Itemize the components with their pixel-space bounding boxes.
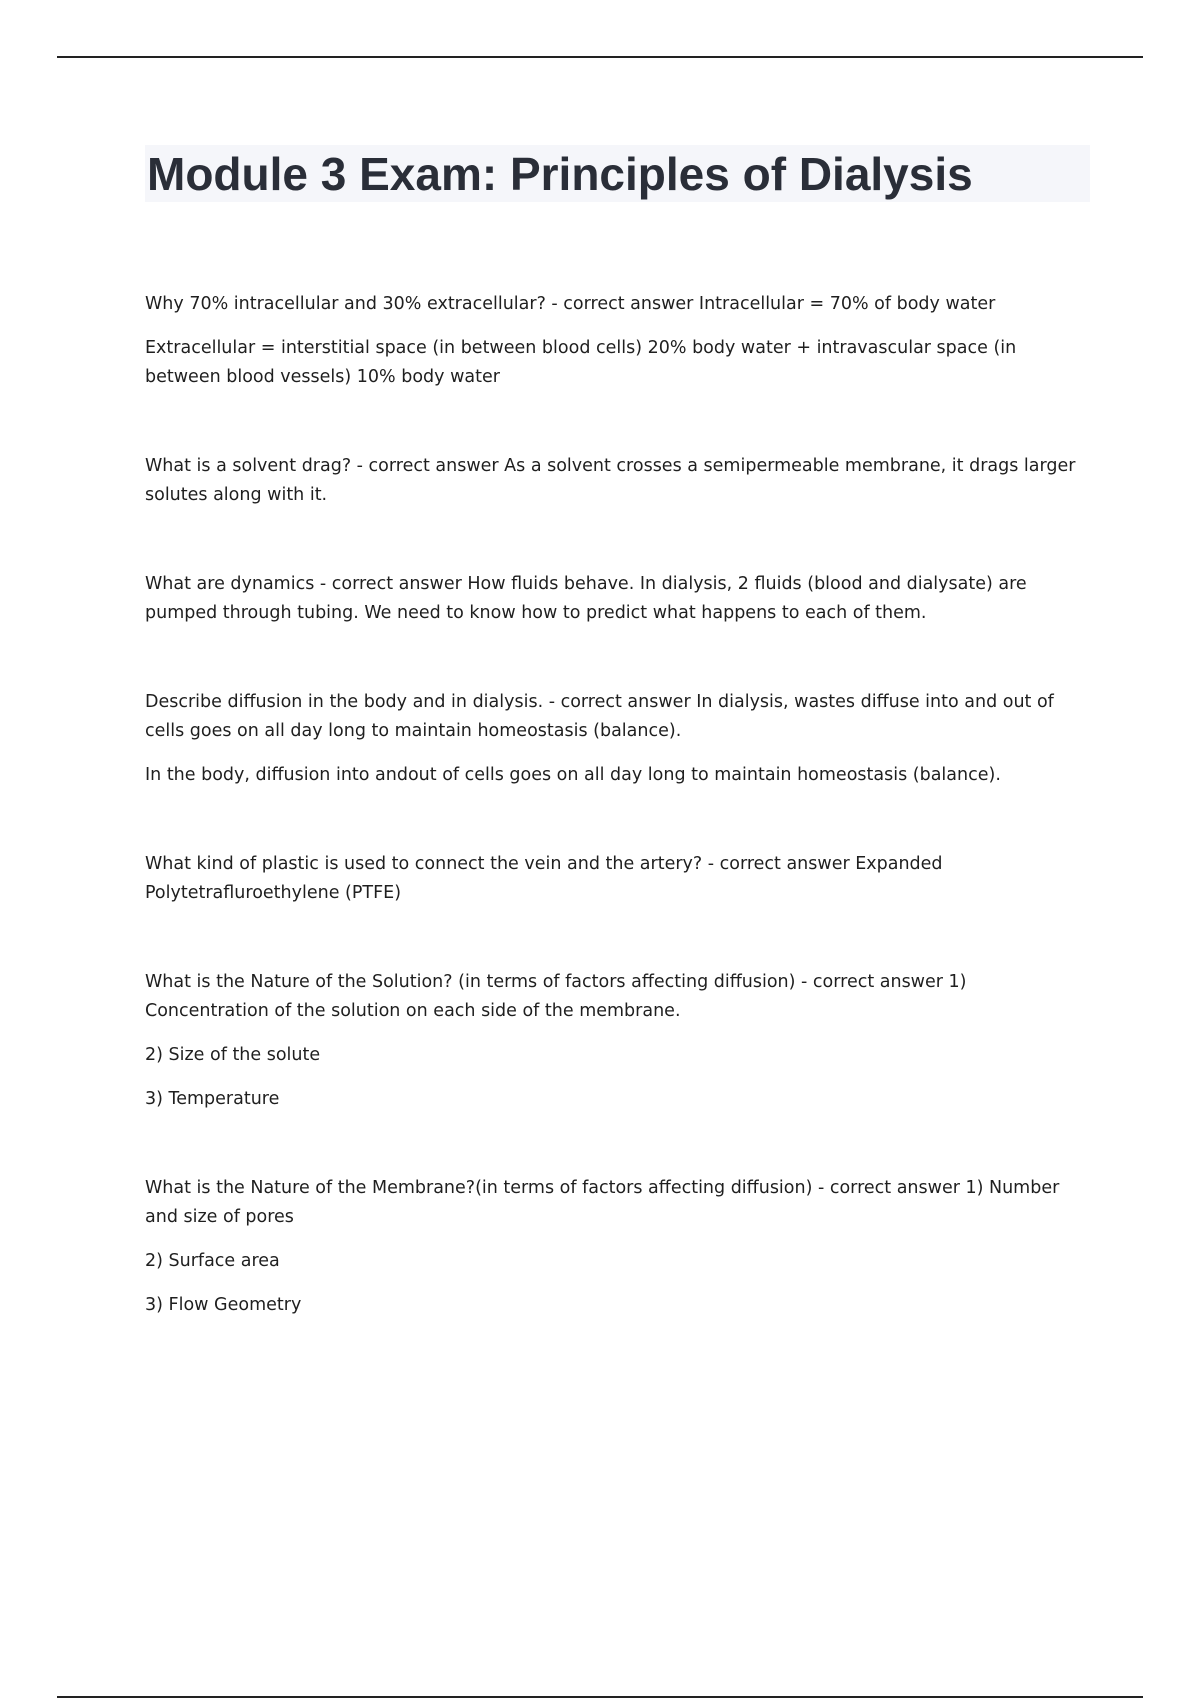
- answer-list-item: 3) Temperature: [145, 1089, 280, 1109]
- question-text: What are dynamics - correct answer How fluids behave. In dialysis, 2 fluids (blood and dialysate) are pumped through tubing. We need to know how to predict what happens to each of them.: [145, 574, 1027, 623]
- answer-text: In the body, diffusion into andout of cells goes on all day long to maintain homeostasis (balance).: [145, 765, 1001, 785]
- question-text: Why 70% intracellular and 30% extracellular? - correct answer Intracellular = 70% of body water: [145, 294, 996, 314]
- question-text: Describe diffusion in the body and in dialysis. - correct answer In dialysis, wastes diffuse into and out of cells goes on all day long to maintain homeostasis (balance).: [145, 692, 1054, 741]
- question-text: What is the Nature of the Membrane?(in terms of factors affecting diffusion) - correct answer 1) Number and size of pores: [145, 1178, 1060, 1227]
- qa-item-4: [145, 688, 1095, 790]
- qa-item-6: [145, 968, 1095, 1114]
- qa-item-3: [145, 570, 1095, 628]
- answer-list-item: 2) Size of the solute: [145, 1045, 321, 1065]
- question-text: What is a solvent drag? - correct answer As a solvent crosses a semipermeable membrane, it drags larger solutes along with it.: [145, 456, 1076, 505]
- document-body: [145, 290, 1095, 1380]
- footer-rule: [57, 1696, 1143, 1698]
- page-title: Module 3 Exam: Principles of Dialysis: [147, 148, 973, 200]
- qa-item-1: [145, 290, 1095, 392]
- question-text: What is the Nature of the Solution? (in terms of factors affecting diffusion) - correct answer 1) Concentration of the solution on each side of the membrane.: [145, 972, 967, 1021]
- qa-item-7: [145, 1174, 1095, 1320]
- qa-item-2: [145, 452, 1095, 510]
- answer-list-item: 2) Surface area: [145, 1251, 280, 1271]
- qa-item-5: [145, 850, 1095, 908]
- answer-list-item: 3) Flow Geometry: [145, 1295, 302, 1315]
- answer-text: Extracellular = interstitial space (in between blood cells) 20% body water + intravascular space (in between blood vessels) 10% body water: [145, 338, 1017, 387]
- question-text: What kind of plastic is used to connect the vein and the artery? - correct answer Expanded Polytetrafluroethylene (PTFE): [145, 854, 943, 903]
- header-rule: [57, 56, 1143, 58]
